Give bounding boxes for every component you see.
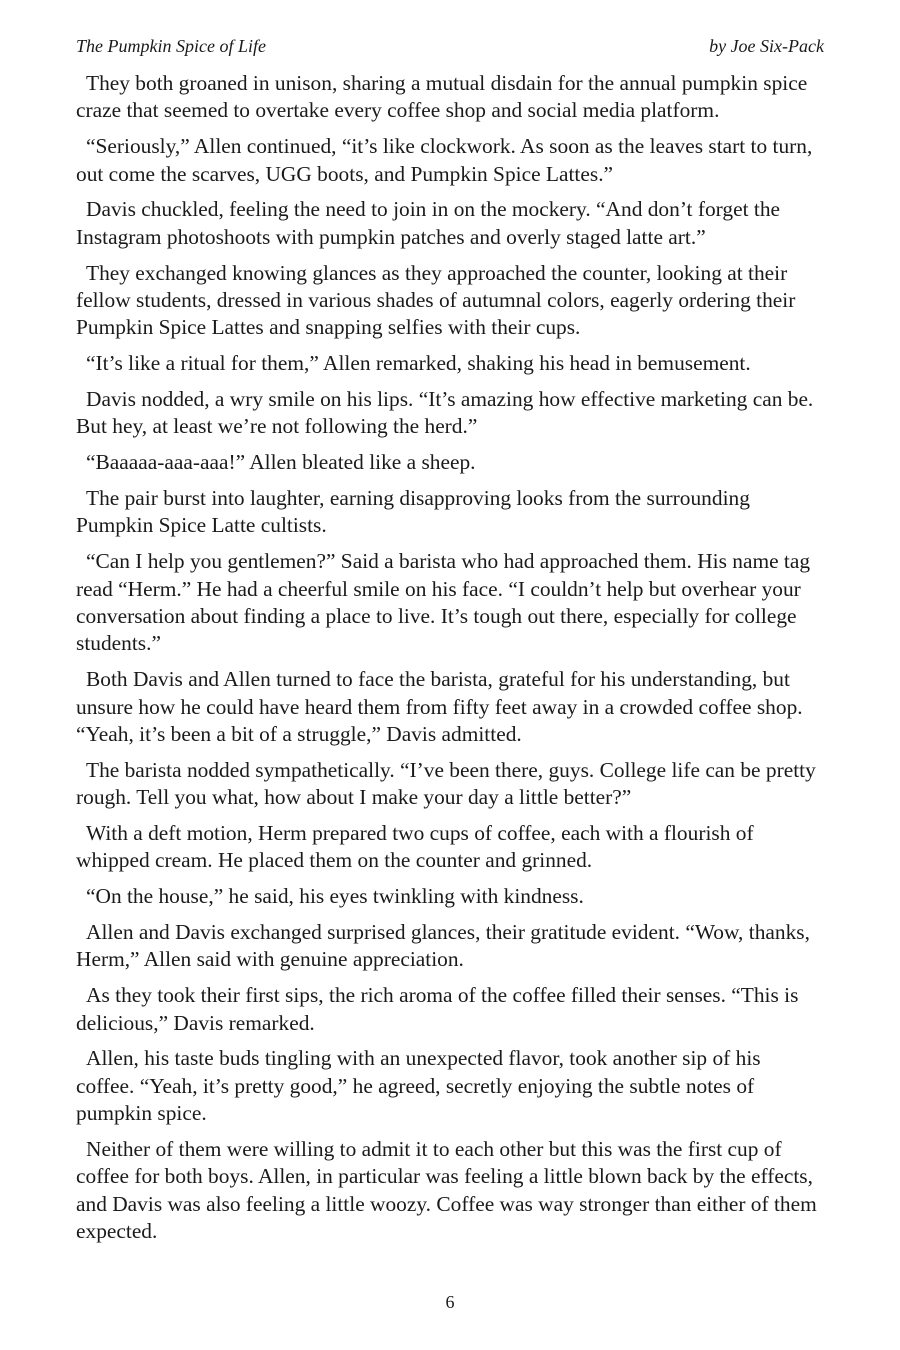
paragraph: With a deft motion, Herm prepared two cups of coffee, each with a flourish of whipped cream. He placed them on the counter and grinned. [76, 821, 754, 873]
author-name: by Joe Six-Pack [709, 36, 824, 56]
paragraph: They both groaned in unison, sharing a mutual disdain for the annual pumpkin spice craze that seemed to overtake every coffee shop and social media platform. [76, 71, 808, 123]
paragraph: The barista nodded sympathetically. “I’ve been there, guys. College life can be pretty rough. Tell you what, how about I make your day a little better?” [76, 757, 816, 810]
paragraph: Allen and Davis exchanged surprised glances, their gratitude evident. “Wow, thanks, Herm,” Allen said with genuine appreciation. [76, 920, 810, 972]
paragraph: “On the house,” he said, his eyes twinkling with kindness. [86, 884, 584, 909]
page-number: 6 [445, 1292, 455, 1312]
paragraph: “It’s like a ritual for them,” Allen remarked, shaking his head in bemusement. [86, 351, 751, 376]
paragraph: Davis nodded, a wry smile on his lips. “It’s amazing how effective marketing can be. But hey, at least we’re not following the herd.” [76, 387, 814, 439]
paragraph: “Baaaaa-aaa-aaa!” Allen bleated like a sheep. [86, 450, 476, 475]
paragraph: They exchanged knowing glances as they approached the counter, looking at their fellow students, dressed in various shades of autumnal colors, eagerly ordering their Pumpkin Spice Lattes and snapping selfies with their cups. [76, 260, 796, 340]
paragraph: Allen, his taste buds tingling with an unexpected flavor, took another sip of his coffee. “Yeah, it’s pretty good,” he agreed, secretly enjoying the subtle notes of pumpkin spice. [76, 1046, 761, 1126]
paragraph: As they took their first sips, the rich aroma of the coffee filled their senses. “This is delicious,” Davis remarked. [76, 983, 799, 1035]
paragraph: Davis chuckled, feeling the need to join in on the mockery. “And don’t forget the Instagram photoshoots with pumpkin patches and overly staged latte art.” [76, 197, 781, 249]
paragraph: The pair burst into laughter, earning disapproving looks from the surrounding Pumpkin Spice Latte cultists. [76, 486, 750, 538]
paragraph: “Can I help you gentlemen?” Said a barista who had approached them. His name tag read “Herm.” He had a cheerful smile on his face. “I couldn’t help but overhear your conversation about finding a place to live. It’s tough out there, especially for college students.” [76, 549, 811, 656]
paragraph: Neither of them were willing to admit it to each other but this was the first cup of coffee for both boys. Allen, in particular was feeling a little blown back by the effects, and Davis was also feeling a little woozy. Coffee was way stronger than either of them expected. [76, 1137, 817, 1244]
book-title: The Pumpkin Spice of Life [76, 36, 266, 56]
running-header [76, 36, 824, 60]
paragraph: Both Davis and Allen turned to face the barista, grateful for his understanding, but unsure how he could have heard them from fifty feet away in a crowded coffee shop. “Yeah, it’s been a bit of a struggle,” Davis admitted. [76, 667, 803, 747]
body-text [76, 70, 824, 1254]
paragraph: “Seriously,” Allen continued, “it’s like clockwork. As soon as the leaves start to turn, out come the scarves, UGG boots, and Pumpkin Spice Lattes.” [76, 134, 813, 186]
